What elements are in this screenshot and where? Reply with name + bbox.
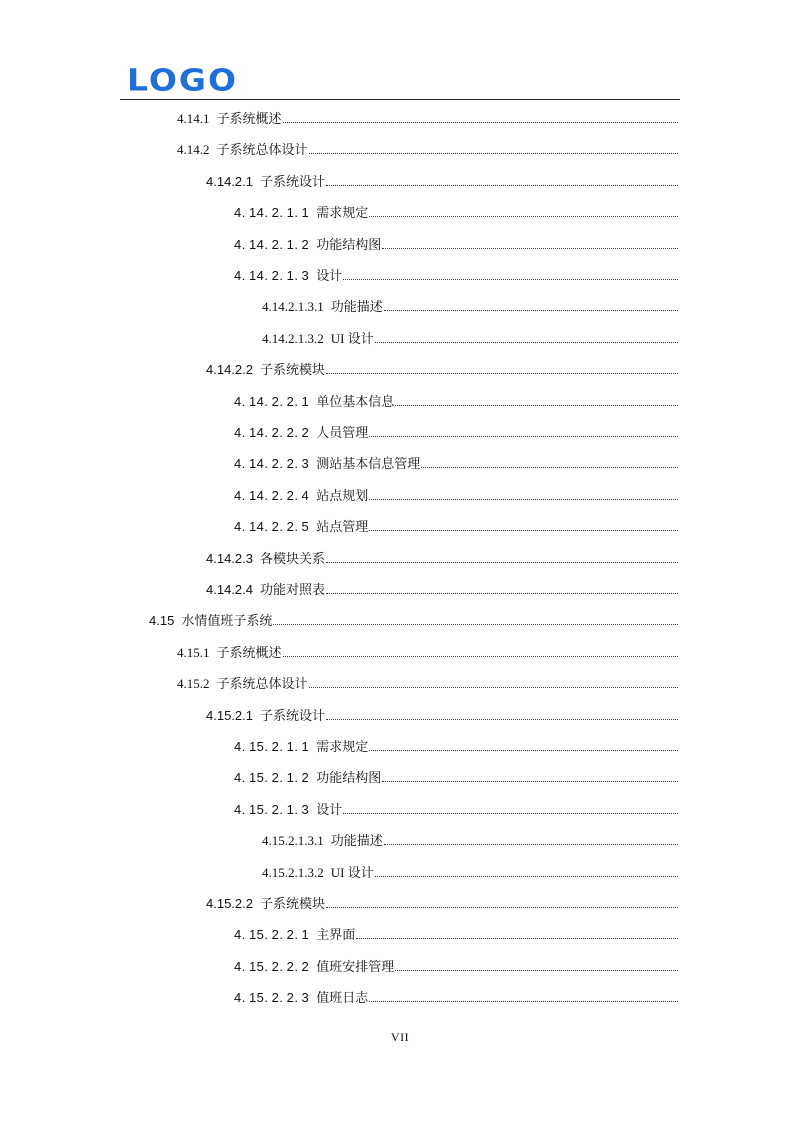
toc-entry-title: UI 设计 xyxy=(330,864,374,880)
toc-entry[interactable] xyxy=(234,735,678,755)
toc-entry[interactable] xyxy=(234,421,678,441)
toc-leader-dots xyxy=(326,373,678,374)
toc-entry[interactable] xyxy=(206,892,678,912)
toc-entry-number: 4. 15. 2. 1. 1 xyxy=(234,739,310,754)
toc-entry-title: 子系统总体设计 xyxy=(216,142,308,158)
toc-entry-title: 值班安排管理 xyxy=(316,958,395,974)
toc-entry-number: 4.14.2.2 xyxy=(206,362,253,378)
toc-leader-dots xyxy=(343,279,678,280)
toc-entry[interactable] xyxy=(262,861,678,881)
toc-entry-title: 功能描述 xyxy=(330,833,383,849)
toc-entry-number: 4.14.2.1.3.2 xyxy=(262,330,324,346)
toc-leader-dots xyxy=(369,1001,678,1002)
toc-entry-title: 测站基本信息管理 xyxy=(316,456,421,472)
toc-entry[interactable] xyxy=(177,107,678,127)
toc-entry-number: 4. 14. 2. 2. 1 xyxy=(234,393,310,409)
toc-entry-number: 4. 14. 2. 1. 1 xyxy=(234,205,310,221)
toc-entry-title: 子系统模块 xyxy=(260,896,326,911)
toc-leader-dots xyxy=(384,844,678,845)
toc-entry-title: 设计 xyxy=(316,801,343,817)
toc-leader-dots xyxy=(395,970,678,971)
toc-entry-number: 4.15.2.1 xyxy=(206,707,253,723)
toc-entry-title: 子系统设计 xyxy=(260,173,326,189)
toc-entry[interactable] xyxy=(206,170,678,190)
toc-entry[interactable] xyxy=(149,609,678,629)
toc-entry-title: 值班日志 xyxy=(316,990,369,1006)
toc-leader-dots xyxy=(326,719,678,720)
toc-entry-number: 4. 14. 2. 2. 4 xyxy=(234,487,310,503)
toc-entry-title: 需求规定 xyxy=(316,205,369,221)
toc-entry[interactable] xyxy=(234,986,678,1006)
toc-leader-dots xyxy=(326,562,678,563)
toc-leader-dots xyxy=(395,405,678,406)
toc-entry-title: 功能结构图 xyxy=(316,770,382,786)
toc-entry[interactable] xyxy=(206,547,678,567)
toc-entry-number: 4. 14. 2. 1. 3 xyxy=(234,268,310,283)
toc-entry-title: 水情值班子系统 xyxy=(181,613,273,629)
toc-entry-title: 主界面 xyxy=(316,927,356,943)
toc-entry[interactable] xyxy=(262,829,678,849)
toc-entry-number: 4. 15. 2. 2. 3 xyxy=(234,990,310,1006)
toc-leader-dots xyxy=(356,938,678,939)
toc-entry[interactable] xyxy=(177,641,678,661)
toc-entry[interactable] xyxy=(206,578,678,598)
toc-leader-dots xyxy=(382,248,678,249)
toc-leader-dots xyxy=(375,876,678,877)
toc-entry-title: 需求规定 xyxy=(316,739,369,754)
toc-entry[interactable] xyxy=(234,766,678,786)
toc-entry-number: 4.14.2 xyxy=(177,142,210,158)
toc-entry-title: 站点规划 xyxy=(316,487,369,503)
toc-leader-dots xyxy=(369,216,678,217)
toc-entry[interactable] xyxy=(234,955,678,975)
toc-entry-number: 4.15 xyxy=(149,613,175,629)
toc-entry-title: 子系统模块 xyxy=(260,362,326,378)
toc-entry[interactable] xyxy=(234,515,678,535)
toc-entry-title: 人员管理 xyxy=(316,425,369,440)
toc-entry-number: 4. 15. 2. 2. 1 xyxy=(234,927,310,943)
toc-entry-title: 子系统概述 xyxy=(216,644,282,660)
toc-leader-dots xyxy=(375,342,678,343)
toc-entry-number: 4. 15. 2. 1. 2 xyxy=(234,770,310,786)
toc-entry-number: 4.14.2.3 xyxy=(206,550,253,566)
toc-leader-dots xyxy=(369,436,678,437)
toc-leader-dots xyxy=(421,467,678,468)
toc-entry-number: 4. 15. 2. 2. 2 xyxy=(234,958,310,974)
toc-entry-number: 4.15.1 xyxy=(177,644,210,660)
toc-entry[interactable] xyxy=(234,233,678,253)
toc-entry-number: 4.14.2.4 xyxy=(206,582,253,597)
toc-leader-dots xyxy=(309,687,678,688)
toc-entry[interactable] xyxy=(206,358,678,378)
toc-entry-title: 子系统概述 xyxy=(216,111,282,126)
toc-entry-number: 4.15.2.2 xyxy=(206,896,253,911)
toc-entry[interactable] xyxy=(234,484,678,504)
toc-entry-number: 4.14.2.1 xyxy=(206,173,253,189)
toc-leader-dots xyxy=(382,781,678,782)
toc-leader-dots xyxy=(273,624,678,625)
toc-entry-title: 子系统设计 xyxy=(260,707,326,723)
page-number: VII xyxy=(390,1030,410,1044)
toc-entry-number: 4.15.2.1.3.1 xyxy=(262,833,324,849)
toc-entry-number: 4.14.2.1.3.1 xyxy=(262,299,324,315)
toc-entry-number: 4.15.2.1.3.2 xyxy=(262,864,324,880)
toc-entry-title: 各模块关系 xyxy=(260,550,326,566)
toc-entry[interactable] xyxy=(234,798,678,818)
toc-leader-dots xyxy=(283,656,678,657)
toc-entry[interactable] xyxy=(234,923,678,943)
toc-entry-number: 4. 14. 2. 1. 2 xyxy=(234,236,310,252)
toc-entry-number: 4. 14. 2. 2. 2 xyxy=(234,425,310,440)
toc-leader-dots xyxy=(369,530,678,531)
toc-leader-dots xyxy=(326,907,678,908)
toc-entry-title: 功能描述 xyxy=(330,299,383,315)
toc-entry-title: 单位基本信息 xyxy=(316,393,395,409)
toc-leader-dots xyxy=(369,750,678,751)
toc-entry[interactable] xyxy=(262,295,678,315)
toc-entry[interactable] xyxy=(234,390,678,410)
toc-entry[interactable] xyxy=(262,327,678,347)
toc-entry-number: 4. 14. 2. 2. 5 xyxy=(234,519,310,535)
toc-leader-dots xyxy=(309,153,678,154)
toc-leader-dots xyxy=(369,499,678,500)
toc-entry-title: UI 设计 xyxy=(330,330,374,346)
toc-entry[interactable] xyxy=(234,201,678,221)
toc-entry[interactable] xyxy=(206,704,678,724)
toc-entry[interactable] xyxy=(177,672,678,692)
toc-leader-dots xyxy=(326,593,678,594)
toc-entry[interactable] xyxy=(177,138,678,158)
toc-entry-number: 4.15.2 xyxy=(177,676,210,692)
toc-leader-dots xyxy=(326,185,678,186)
toc-entry-number: 4.14.1 xyxy=(177,111,210,126)
toc-leader-dots xyxy=(283,122,678,123)
toc-entry-number: 4. 15. 2. 1. 3 xyxy=(234,801,310,817)
toc-entry-number: 4. 14. 2. 2. 3 xyxy=(234,456,310,472)
toc-entry[interactable] xyxy=(234,452,678,472)
logo-text: LOGO xyxy=(127,61,239,98)
toc-leader-dots xyxy=(384,310,678,311)
toc-entry-title: 站点管理 xyxy=(316,519,369,535)
toc-entry-title: 功能结构图 xyxy=(316,236,382,252)
toc-entry-title: 功能对照表 xyxy=(260,582,326,597)
toc-entry-title: 子系统总体设计 xyxy=(216,676,308,692)
toc-leader-dots xyxy=(343,813,678,814)
toc-entry[interactable] xyxy=(234,264,678,284)
toc-entry-title: 设计 xyxy=(316,268,343,283)
